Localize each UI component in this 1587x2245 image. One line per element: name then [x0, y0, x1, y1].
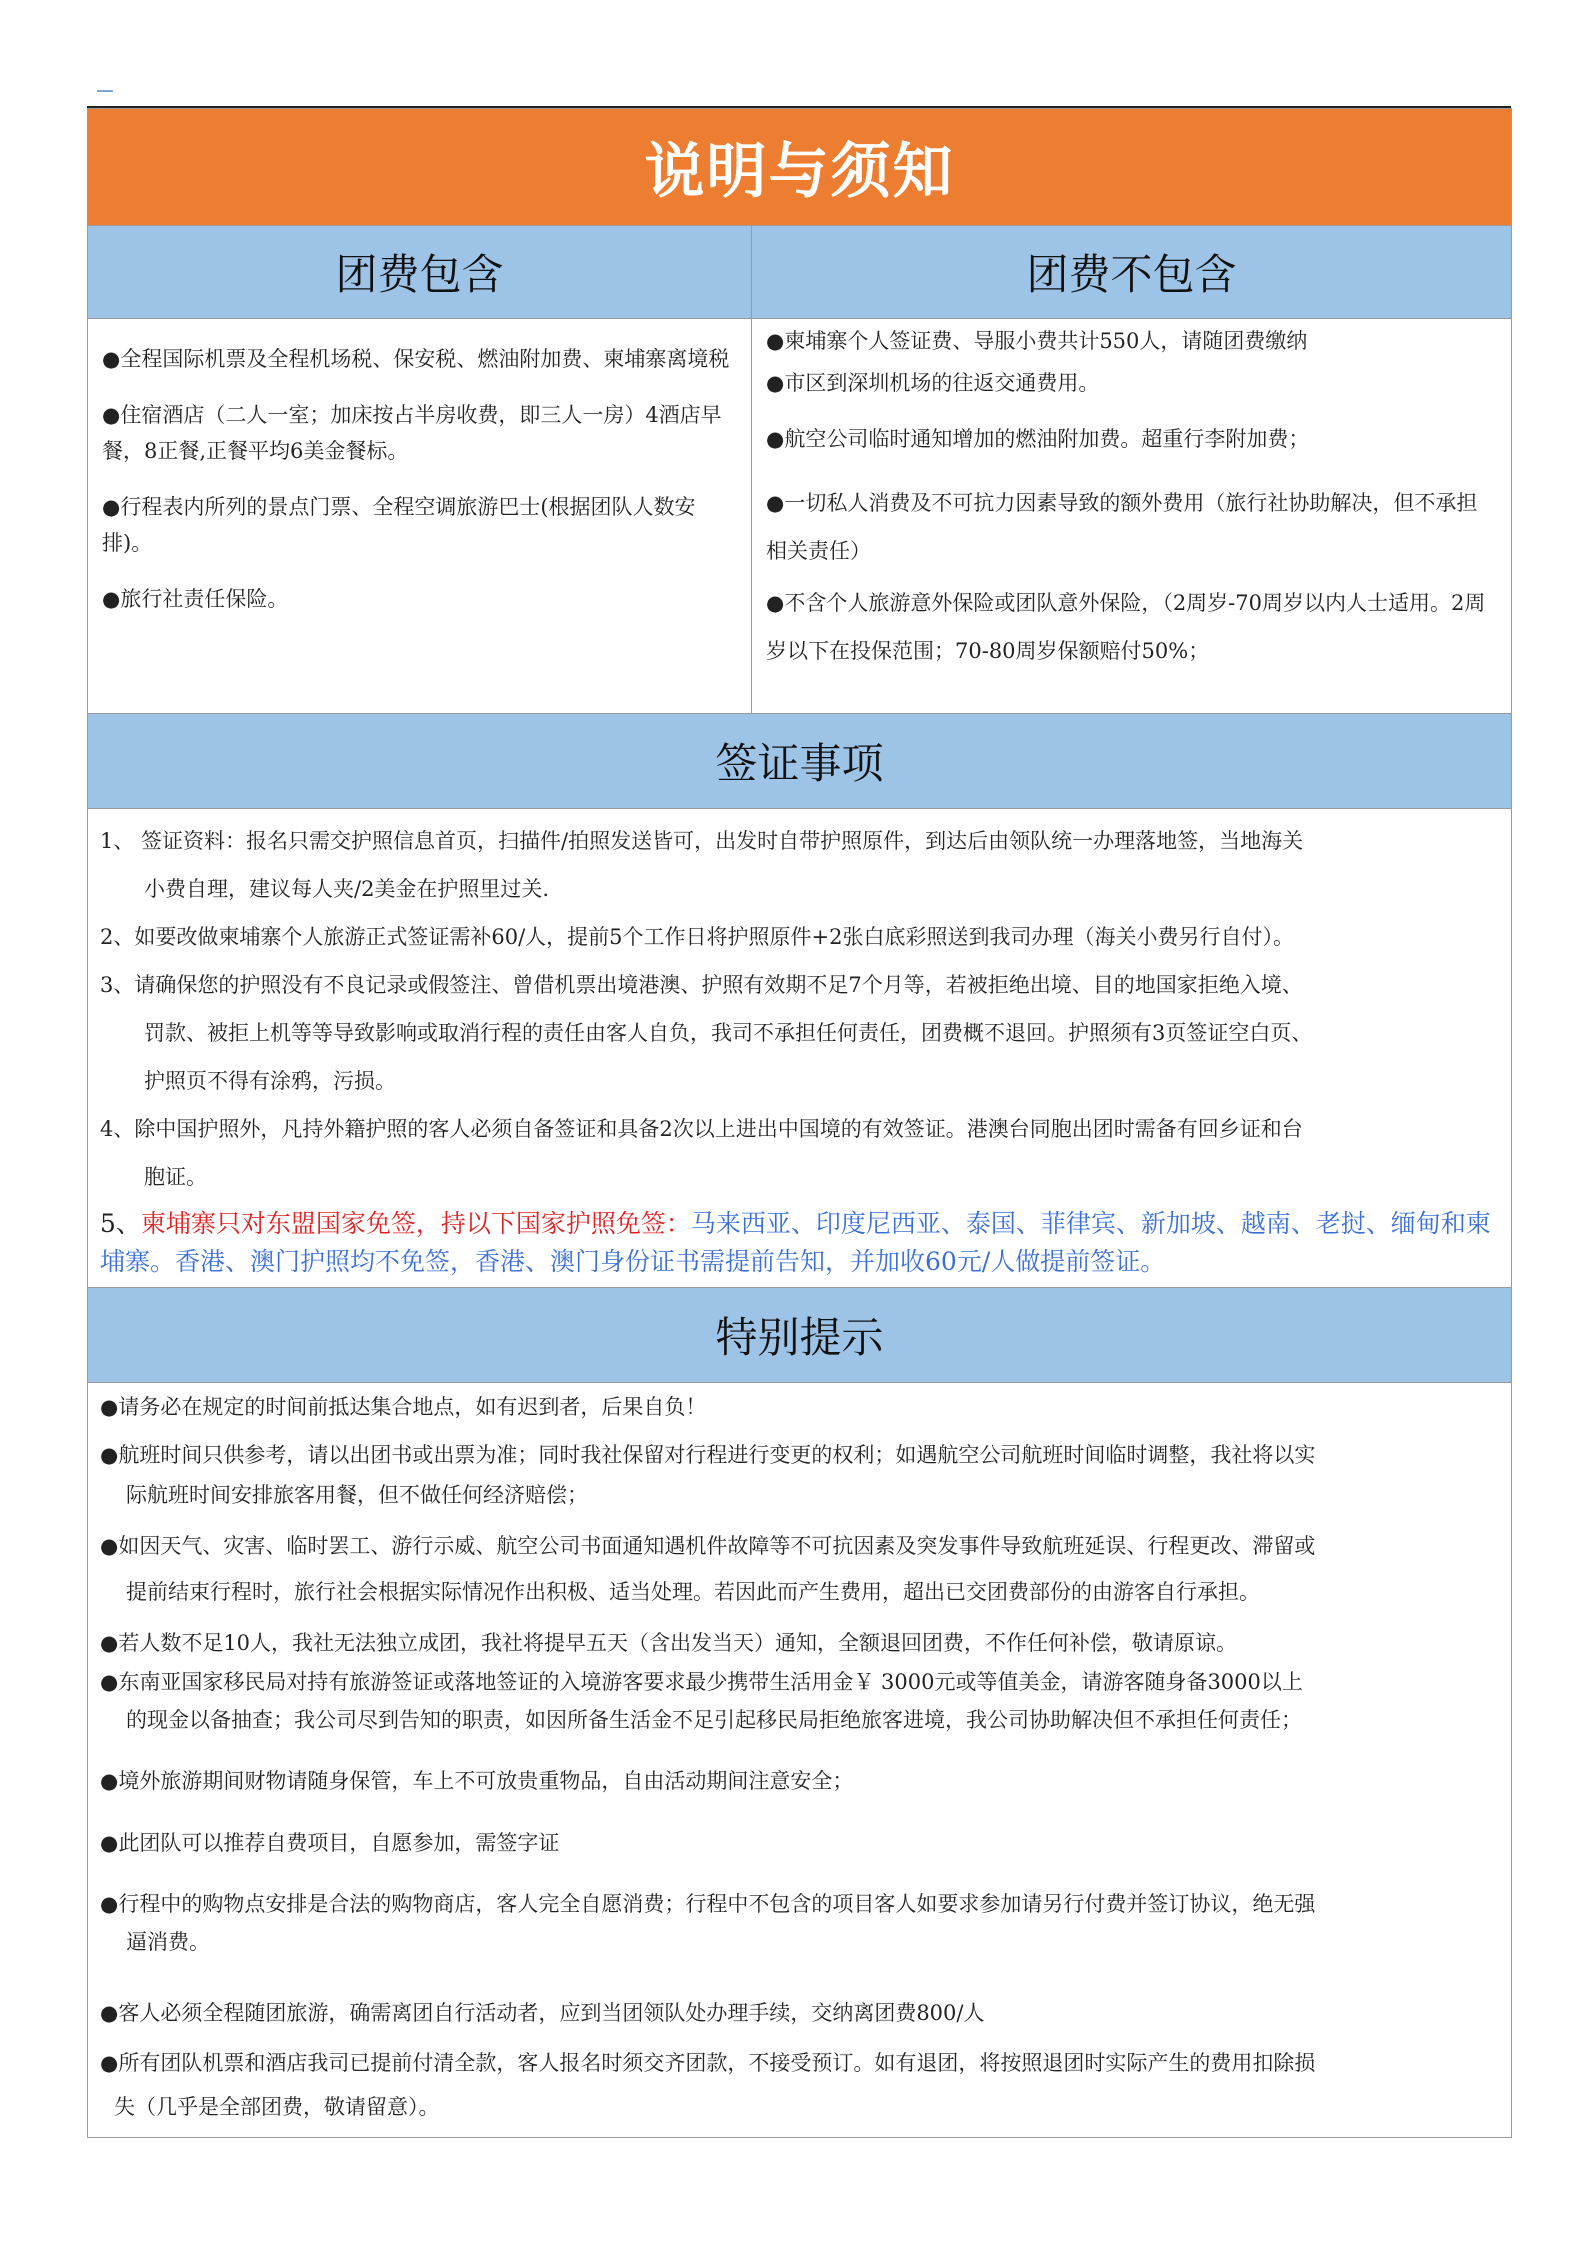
excluded-item: ●柬埔寨个人签证费、导服小费共计550人，请随团费缴纳 [766, 329, 1308, 353]
tip-item: ●行程中的购物点安排是合法的购物商店，客人完全自愿消费；行程中不包含的项目客人如要求参加请另行付费并签订协议，绝无强 逼消费。 [100, 1892, 1316, 1954]
included-list [88, 319, 752, 714]
visa-item-4: 4、除中国护照外，凡持外籍护照的客人必须自备签证和具备2次以上进出中国境的有效签证。港澳台同胞出团时需备有回乡证和台 [100, 1117, 1303, 1141]
visa-heading: 签证事项 [88, 714, 1512, 809]
document-page [87, 108, 1511, 2138]
excluded-item: ●一切私人消费及不可抗力因素导致的额外费用（旅行社协助解决，但不承担相关责任） [766, 491, 1478, 563]
visa-item-1: 1、 签证资料：报名只需交护照信息首页，扫描件/拍照发送皆可，出发时自带护照原件，到达后由领队统一办理落地签，当地海关 [100, 829, 1304, 853]
included-item: ●行程表内所列的景点门票、全程空调旅游巴士(根据团队人数安排)。 [102, 495, 696, 555]
included-item: ●旅行社责任保险。 [102, 587, 289, 611]
visa-section [88, 809, 1512, 1288]
visa-item-5-red: 柬埔寨只对东盟国家免签，持以下国家护照免签： [140, 1209, 691, 1238]
included-item: ●住宿酒店（二人一室；加床按占半房收费，即三人一房）4酒店早餐，8正餐,正餐平均6美金餐标。 [102, 403, 722, 463]
tip-item: ●若人数不足10人，我社无法独立成团，我社将提早五天（含出发当天）通知，全额退回团费，不作任何补偿，敬请原谅。 [100, 1631, 1238, 1655]
top-rule [87, 106, 1511, 108]
notice-table [87, 108, 1512, 2138]
included-heading: 团费包含 [88, 226, 752, 319]
tip-item: ●境外旅游期间财物请随身保管，车上不可放贵重物品，自由活动期间注意安全； [100, 1769, 854, 1793]
tips-section [88, 1383, 1512, 2138]
excluded-item: ●不含个人旅游意外保险或团队意外保险，（2周岁-70周岁以内人士适用。2周岁以下在投保范围；70-80周岁保额赔付50%； [766, 591, 1486, 663]
tip-item: ●航班时间只供参考，请以出团书或出票为准；同时我社保留对行程进行变更的权利；如遇航空公司航班时间临时调整，我社将以实 际航班时间安排旅客用餐，但不做任何经济赔偿； [100, 1443, 1316, 1507]
tip-item: ●客人必须全程随团旅游，确需离团自行活动者，应到当团领队处办理手续，交纳离团费800/人 [100, 2001, 985, 2025]
tip-item: ●请务必在规定的时间前抵达集合地点，如有迟到者，后果自负！ [100, 1395, 707, 1419]
tip-item: ●如因天气、灾害、临时罢工、游行示威、航空公司书面通知遇机件故障等不可抗因素及突发事件导致航班延误、行程更改、滞留或 提前结束行程时，旅行社会根据实际情况作出积极、适当处理。若因此而产生费用，超出已交团费部份的由游客自行承担。 [100, 1534, 1316, 1604]
visa-item-5-blue: 马来西亚、印度尼西亚、泰国、菲律宾、新加坡、越南、老挝、缅甸和柬埔寨。香港、澳门护照均不免签，香港、澳门身份证书需提前告知，并加收60元/人做提前签证。 [100, 1209, 1491, 1276]
visa-item-5 [100, 1201, 1499, 1281]
page-title: 说明与须知 [88, 109, 1512, 226]
visa-item-5-number: 5、 [100, 1209, 141, 1238]
visa-item-3-cont: 护照页不得有涂鸦，污损。 [144, 1069, 396, 1093]
excluded-item: ●市区到深圳机场的往返交通费用。 [766, 371, 1100, 395]
visa-item-3: 3、请确保您的护照没有不良记录或假签注、曾借机票出境港澳、护照有效期不足7个月等，若被拒绝出境、目的地国家拒绝入境、 [100, 973, 1303, 997]
tip-item: ●此团队可以推荐自费项目，自愿参加，需签字证 [100, 1831, 560, 1855]
visa-item-4-cont: 胞证。 [144, 1165, 207, 1189]
tip-item: ●东南亚国家移民局对持有旅游签证或落地签证的入境游客要求最少携带生活用金￥ 3000元或等值美金，请游客随身备3000以上 的现金以备抽查；我公司尽到告知的职责，如因所备生活金不足引起移民局拒绝旅客进境，我公司协助解决但不承担任何责任； [100, 1670, 1303, 1732]
visa-item-1-cont: 小费自理，建议每人夹/2美金在护照里过关. [144, 877, 550, 901]
page-corner-mark [97, 78, 113, 92]
visa-item-3-cont: 罚款、被拒上机等等导致影响或取消行程的责任由客人自负，我司不承担任何责任，团费概不退回。护照须有3页签证空白页、 [144, 1021, 1313, 1045]
included-item: ●全程国际机票及全程机场税、保安税、燃油附加费、柬埔寨离境税 [102, 347, 730, 371]
excluded-list [752, 319, 1512, 714]
excluded-item: ●航空公司临时通知增加的燃油附加费。超重行李附加费； [766, 427, 1310, 451]
visa-item-2: 2、如要改做柬埔寨个人旅游正式签证需补60/人，提前5个工作日将护照原件+2张白底彩照送到我司办理（海关小费另行自付）。 [100, 925, 1294, 949]
excluded-heading: 团费不包含 [752, 226, 1512, 319]
tips-heading: 特别提示 [88, 1288, 1512, 1383]
tip-item: ●所有团队机票和酒店我司已提前付清全款，客人报名时须交齐团款，不接受预订。如有退团，将按照退团时实际产生的费用扣除损 失（几乎是全部团费，敬请留意）。 [100, 2051, 1316, 2119]
